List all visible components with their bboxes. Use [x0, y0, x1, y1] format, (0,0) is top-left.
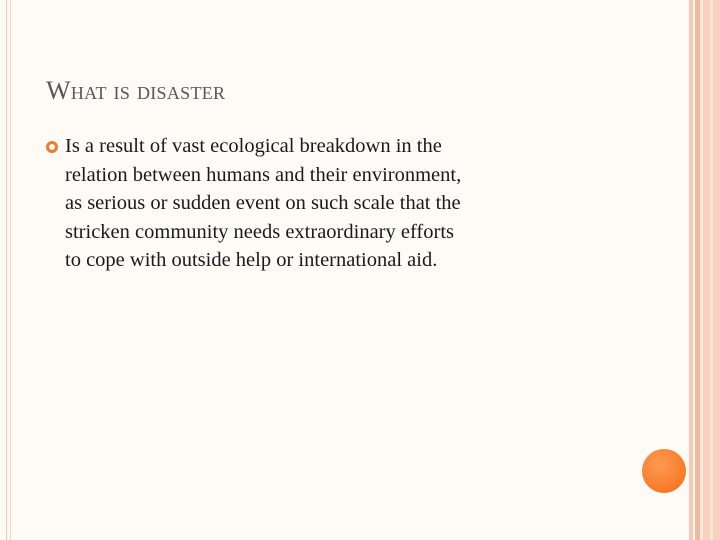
bullet-line: Is a result of vast ecological breakdown in the	[65, 135, 442, 157]
right-decor-stripe	[710, 0, 713, 540]
slide-content	[46, 132, 646, 275]
bullet-line: stricken community needs extraordinary efforts	[65, 220, 454, 243]
left-border-line	[6, 0, 7, 540]
circle-bullet-icon	[46, 141, 58, 153]
slide-title: What is disaster	[46, 76, 226, 105]
bullet-item	[46, 132, 646, 275]
orange-circle-decoration	[642, 449, 686, 493]
bullet-line: to cope with outside help or international aid.	[65, 249, 438, 271]
bullet-line: as serious or sudden event on such scale that the	[65, 192, 461, 214]
left-border-line	[10, 0, 11, 540]
bullet-line: relation between humans and their environment,	[65, 163, 462, 186]
